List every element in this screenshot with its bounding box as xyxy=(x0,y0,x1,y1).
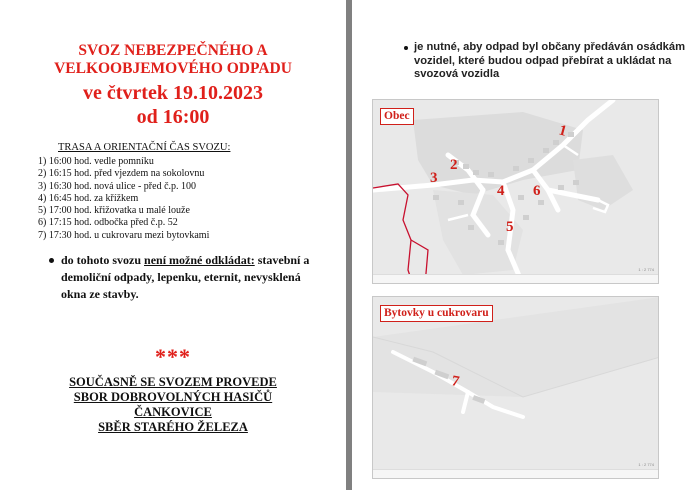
route-stop: 5) 17:00 hod. křižovatka u malé louže xyxy=(38,205,190,217)
map-sugar-factory xyxy=(372,296,659,479)
route-stop: 4) 16:45 hod. za křížkem xyxy=(38,192,139,204)
title-date: ve čtvrtek 19.10.2023 xyxy=(83,82,263,104)
restriction-emphasis: není možné odkládat: xyxy=(144,253,255,267)
map-footer xyxy=(373,469,658,478)
title-line-2: VELKOOBJEMOVÉHO ODPADU xyxy=(54,60,292,77)
restriction-note xyxy=(61,252,311,303)
title-line-1: SVOZ NEBEZPEČNÉHO A xyxy=(78,42,268,59)
route-stop: 1) 16:00 hod. vedle pomníku xyxy=(38,156,154,167)
separator-stars: *** xyxy=(155,344,191,369)
marker-5: 5 xyxy=(506,219,514,235)
route-stop: 7) 17:30 hod. u cukrovaru mezi bytovkami xyxy=(38,229,210,241)
marker-4: 4 xyxy=(497,183,505,199)
map-footer xyxy=(373,274,658,283)
marker-6: 6 xyxy=(533,183,541,199)
right-page xyxy=(352,0,700,490)
footer-line-3: ČANKOVICE xyxy=(134,405,212,419)
route-stop: 2) 16:15 hod. před vjezdem na sokolovnu xyxy=(38,168,205,180)
bullet-icon xyxy=(404,46,408,50)
marker-3: 3 xyxy=(430,170,438,186)
footer-line-1: SOUČASNĚ SE SVOZEM PROVEDE xyxy=(69,375,277,389)
footer-line-2: SBOR DOBROVOLNÝCH HASIČŮ xyxy=(73,390,273,404)
map-sugar-factory-drawing xyxy=(373,297,659,479)
restriction-items: stavební a demoliční odpady, lepenku, eternit, nevysklená okna ze stavby. xyxy=(61,253,310,301)
route-list xyxy=(38,156,209,242)
map-sugar-factory-label: Bytovky u cukrovaru xyxy=(380,305,493,322)
marker-7: 7 xyxy=(450,373,461,391)
title-time: od 16:00 xyxy=(136,106,210,128)
footer-line-4: SBĚR STARÉHO ŽELEZA xyxy=(98,420,248,434)
map-scale: 1 : 2 774 xyxy=(638,267,654,272)
route-heading: TRASA A ORIENTAČNÍ ČAS SVOZU: xyxy=(58,142,231,153)
map-village xyxy=(372,99,659,284)
map-village-label: Obec xyxy=(380,108,414,125)
restriction-lead: do tohoto svozu xyxy=(61,253,145,267)
route-stop: 6) 17:15 hod. odbočka před č.p. 52 xyxy=(38,217,178,229)
route-stop: 3) 16:30 hod. nová ulice - před č.p. 100 xyxy=(38,180,197,192)
left-page xyxy=(0,0,346,490)
handover-note: je nutné, aby odpad byl občany předáván osádkám vozidel, které budou odpad přebírat a ukládat na svozová vozidla xyxy=(414,41,686,80)
marker-1: 1 xyxy=(556,122,569,140)
marker-2: 2 xyxy=(450,157,458,173)
map-scale: 1 : 2 774 xyxy=(638,462,654,467)
map-village-drawing xyxy=(373,100,659,284)
bullet-icon xyxy=(49,258,54,263)
